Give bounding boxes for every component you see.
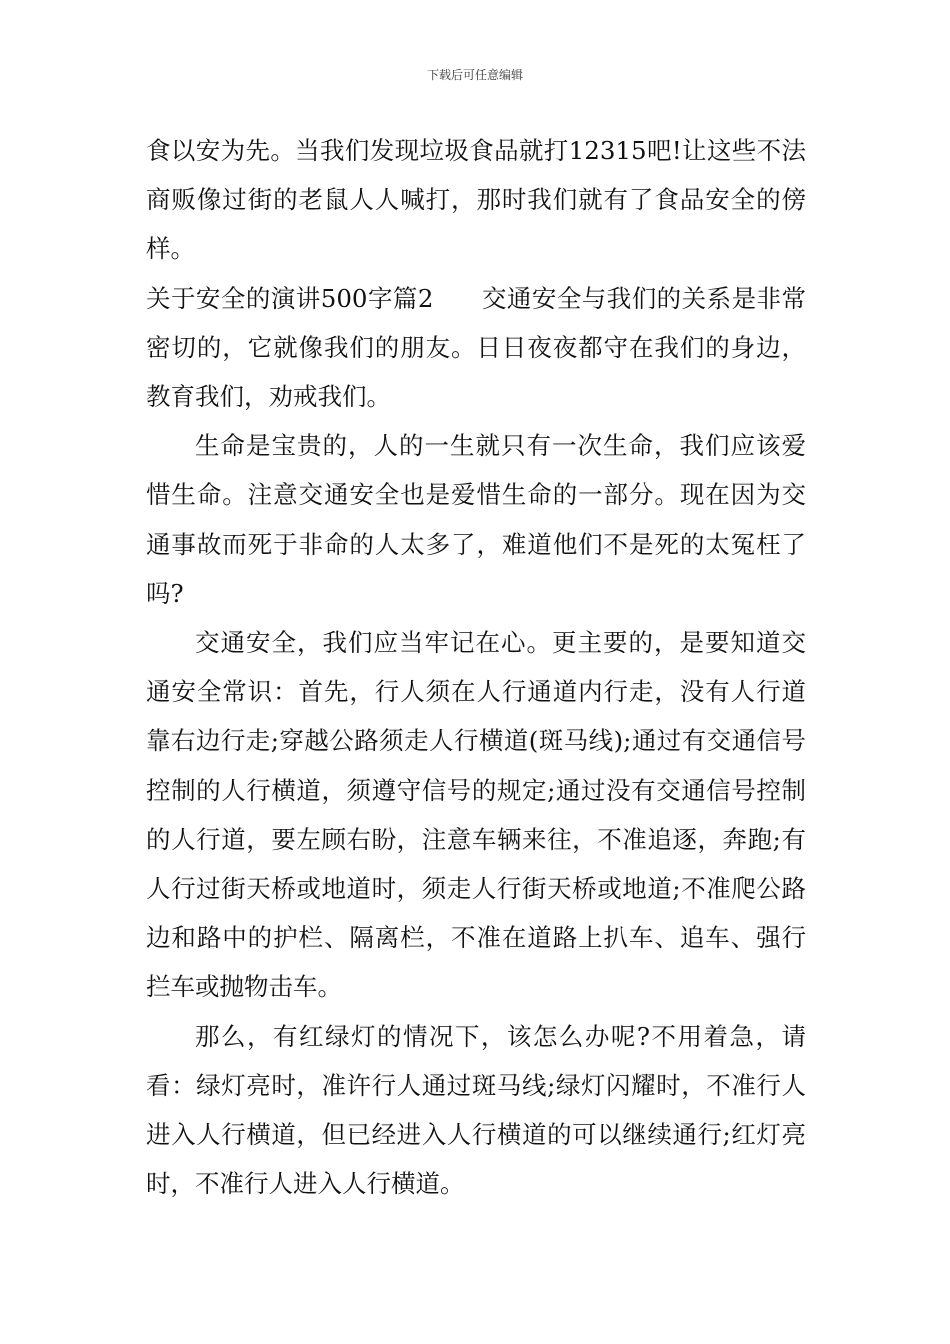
paragraph-traffic-lights: 那么，有红绿灯的情况下，该怎么办呢?不用着急，请看：绿灯亮时，准许行人通过斑马线;绿灯闪耀时，不准行人进入人行横道，但已经进入人行横道的可以继续通行;红灯亮时，不准行人进入人行横道。 [146, 1021, 806, 1199]
paragraph-traffic-knowledge: 交通安全，我们应当牢记在心。更主要的，是要知道交通安全常识：首先，行人须在人行通道内行走，没有人行道靠右边行走;穿越公路须走人行横道(斑马线);通过有交通信号控制的人行横道，须遵守信号的规定;通过没有交通信号控制的人行道，要左顾右盼，注意车辆来往，不准追逐，奔跑;有人行过街天桥或地道时，须走人行街天桥或地道;不准爬公路边和路中的护栏、隔离栏，不准在道路上扒车、追车、强行拦车或抛物击车。 [146, 628, 806, 1002]
paragraph-life-precious: 生命是宝贵的，人的一生就只有一次生命，我们应该爱惜生命。注意交通安全也是爱惜生命的一部分。现在因为交通事故而死于非命的人太多了，难道他们不是死的太冤枉了吗? [146, 431, 806, 608]
document-body [146, 126, 806, 1208]
page-header-note: 下载后可任意编辑 [426, 68, 523, 82]
paragraph-section-2-intro [146, 274, 806, 422]
paragraph-food-safety-ending: 食以安为先。当我们发现垃圾食品就打12315吧!让这些不法商贩像过街的老鼠人人喊打，那时我们就有了食品安全的傍样。 [146, 136, 806, 264]
section-title: 关于安全的演讲500字篇2 [146, 283, 434, 313]
section-intro-text: 交通安全与我们的关系是非常密切的，它就像我们的朋友。日日夜夜都守在我们的身边，教育我们，劝戒我们。 [146, 283, 806, 412]
